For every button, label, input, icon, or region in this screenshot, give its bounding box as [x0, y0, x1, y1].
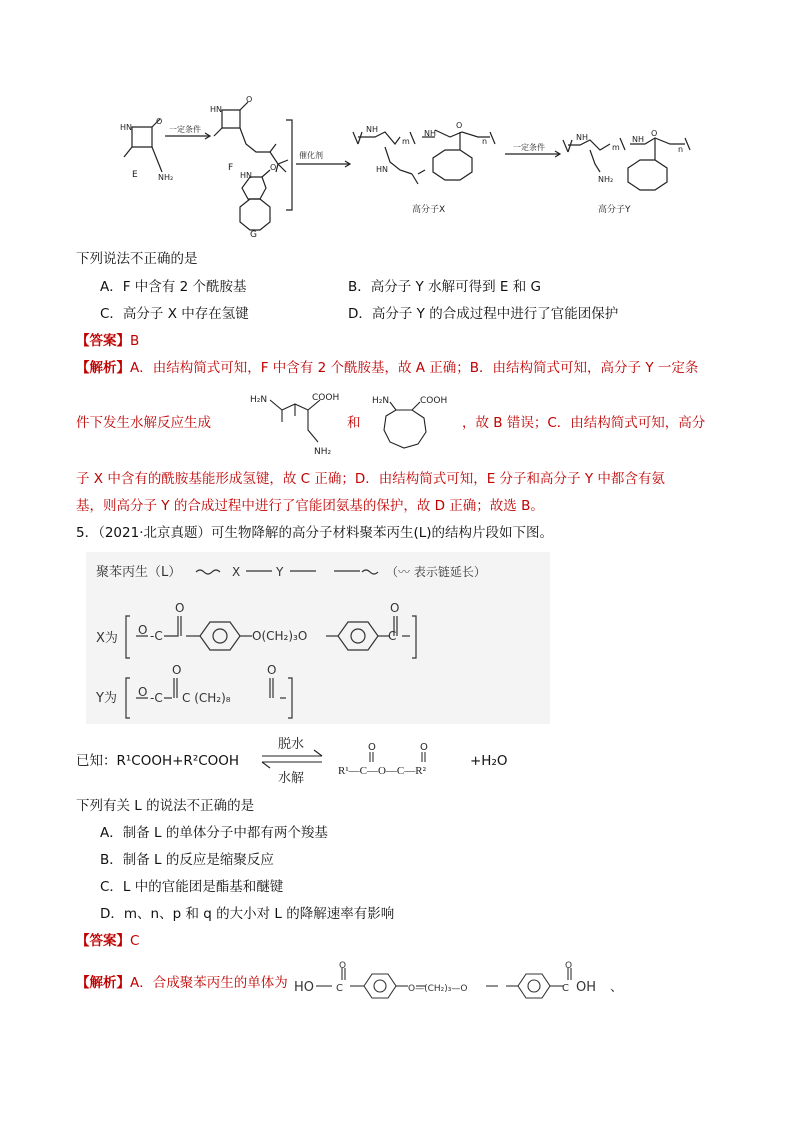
q4-answer: B	[130, 333, 140, 349]
svg-text:O: O	[138, 623, 148, 637]
m-label-y: m	[612, 143, 620, 152]
mol2-h2n: H₂N	[372, 396, 390, 406]
arrow1-condition: 一定条件	[169, 125, 201, 134]
o-label-g: O	[270, 163, 277, 172]
arrow3-condition: 一定条件	[513, 143, 545, 152]
reaction-scheme-figure	[100, 92, 700, 242]
monomer-structure	[292, 960, 632, 1004]
fig-l-note: （〰 表示链延长）	[386, 565, 486, 579]
mol1-cooh: COOH	[312, 393, 340, 403]
q5-option-c: C．L 中的官能团是酯基和醚键	[100, 879, 284, 895]
q5-stem: 5．（2021·北京真题）可生物降解的高分子材料聚苯丙生(L)的结构片段如下图。	[76, 525, 554, 541]
q4-analysis-tag: 【解析】	[76, 360, 130, 376]
o-label-f: O	[246, 95, 253, 104]
fig-l-x: X	[232, 565, 241, 579]
fig-l-y: Y	[276, 565, 284, 579]
svg-text:O: O	[368, 742, 376, 753]
nh-label-e: HN	[120, 123, 132, 132]
svg-text:C: C	[388, 629, 397, 643]
mol1-nh2: NH₂	[314, 447, 332, 457]
q4-analysis-1: A．由结构简式可知，F 中含有 2 个酰胺基，故 A 正确；B．由结构简式可知，高分子 Y 一定条	[130, 360, 699, 376]
q4-analysis-2a: 件下发生水解反应生成	[76, 415, 211, 431]
svg-text:O: O	[420, 742, 428, 753]
q4-option-b: B．高分子 Y 水解可得到 E 和 G	[348, 279, 541, 295]
svg-text:O: O	[390, 601, 400, 615]
known-down-label: 水解	[278, 771, 305, 786]
o-label-x: O	[456, 121, 463, 130]
n-label-y: n	[678, 145, 684, 154]
q5-answer-tag: 【答案】	[76, 933, 130, 949]
svg-text:C: C	[336, 983, 343, 994]
nh-label-y: NH	[576, 133, 588, 142]
mol2-cooh: COOH	[420, 396, 448, 406]
m-label-x: m	[402, 137, 410, 146]
monomer-end: 、	[610, 980, 624, 995]
nh-label-x2: NH	[424, 129, 436, 138]
q5-stem2: 下列有关 L 的说法不正确的是	[76, 798, 255, 814]
q4-analysis-3: 子 X 中含有的酰胺基能形成氢键，故 C 正确；D．由结构简式可知，E 分子和高分子 Y 中都含有氨	[76, 471, 665, 487]
q5-option-a: A．制备 L 的单体分子中都有两个羧基	[100, 825, 328, 841]
anhydride-product-structure	[334, 740, 464, 780]
svg-text:O: O	[565, 961, 573, 971]
hn-label-f: HN	[210, 105, 222, 114]
q4-analysis-2c: ，故 B 错误；C．由结构简式可知，高分	[462, 415, 706, 431]
label-e: E	[132, 170, 138, 180]
q4-stem: 下列说法不正确的是	[76, 251, 198, 267]
o-label-e: O	[156, 117, 163, 126]
nh-label-y2: NH	[632, 135, 644, 144]
svg-text:O: O	[172, 663, 182, 677]
nh2-label-e: NH₂	[158, 173, 174, 182]
q4-analysis-line1	[76, 359, 698, 377]
q5-analysis-tag: 【解析】	[76, 975, 130, 991]
q5-answer-line	[76, 932, 139, 950]
polymer-y-label: 高分子Y	[598, 205, 631, 215]
fig-y-label: Y为	[96, 691, 117, 706]
svg-text:-C: -C	[150, 629, 163, 643]
known-reaction-prefix: 已知：R¹COOH+R²COOH	[76, 753, 240, 769]
mol1-h2n: H₂N	[250, 395, 268, 405]
q5-answer: C	[130, 933, 140, 949]
q4-option-a: A．F 中含有 2 个酰胺基	[100, 279, 247, 295]
q5-option-b: B．制备 L 的反应是缩聚反应	[100, 852, 274, 868]
polymer-l-figure	[86, 552, 550, 724]
svg-text:O: O	[138, 685, 148, 699]
q4-option-d: D．高分子 Y 的合成过程中进行了官能团保护	[348, 306, 619, 322]
svg-text:O: O	[175, 601, 185, 615]
nh-label-x: NH	[366, 125, 378, 134]
catalyst-label: 催化剂	[299, 151, 323, 160]
svg-text:C: C	[562, 983, 569, 994]
q5-option-d: D．m、n、p 和 q 的大小对 L 的降解速率有影响	[100, 906, 395, 922]
svg-text:O: O	[267, 663, 277, 677]
equilibrium-arrow	[258, 730, 328, 786]
monomer-ho: HO	[294, 980, 315, 995]
fig-x-label: X为	[96, 631, 118, 646]
monomer-oh: OH	[576, 980, 597, 995]
known-product: R¹—C—O—C—R²	[338, 765, 426, 777]
monomer-chain: O—(CH₂)₃—O	[408, 984, 468, 994]
fig-l-title: 聚苯丙生（L）	[96, 565, 182, 580]
svg-text:-C: -C	[150, 691, 163, 705]
o-label-y: O	[651, 129, 658, 138]
q5-analysis-line1	[76, 974, 288, 992]
q5-analysis-1: A．合成聚苯丙生的单体为	[130, 975, 288, 991]
q4-answer-line	[76, 332, 139, 350]
label-g: G	[250, 230, 257, 240]
q4-analysis-4: 基，则高分子 Y 的合成过程中进行了官能团氨基的保护，故 D 正确；故选 B。	[76, 498, 544, 514]
fig-y-chain: C (CH₂)₈	[182, 691, 231, 705]
svg-text:O: O	[339, 961, 347, 971]
q4-answer-tag: 【答案】	[76, 333, 130, 349]
hn-label-g: HN	[240, 171, 252, 180]
hydrolysis-product-1-structure	[240, 386, 350, 462]
hydrolysis-product-2-structure	[368, 394, 458, 458]
q4-option-c: C．高分子 X 中存在氢键	[100, 306, 249, 322]
q4-analysis-2b: 和	[347, 415, 361, 431]
polymer-x-label: 高分子X	[412, 205, 446, 215]
fig-x-chain: O(CH₂)₃O	[252, 629, 308, 643]
known-up-label: 脱水	[278, 737, 305, 752]
n-label-x: n	[482, 137, 488, 146]
known-water: +H₂O	[470, 753, 508, 769]
nh2-label-y: NH₂	[598, 175, 614, 184]
label-f: F	[228, 163, 234, 173]
hn-label-x: HN	[376, 165, 388, 174]
